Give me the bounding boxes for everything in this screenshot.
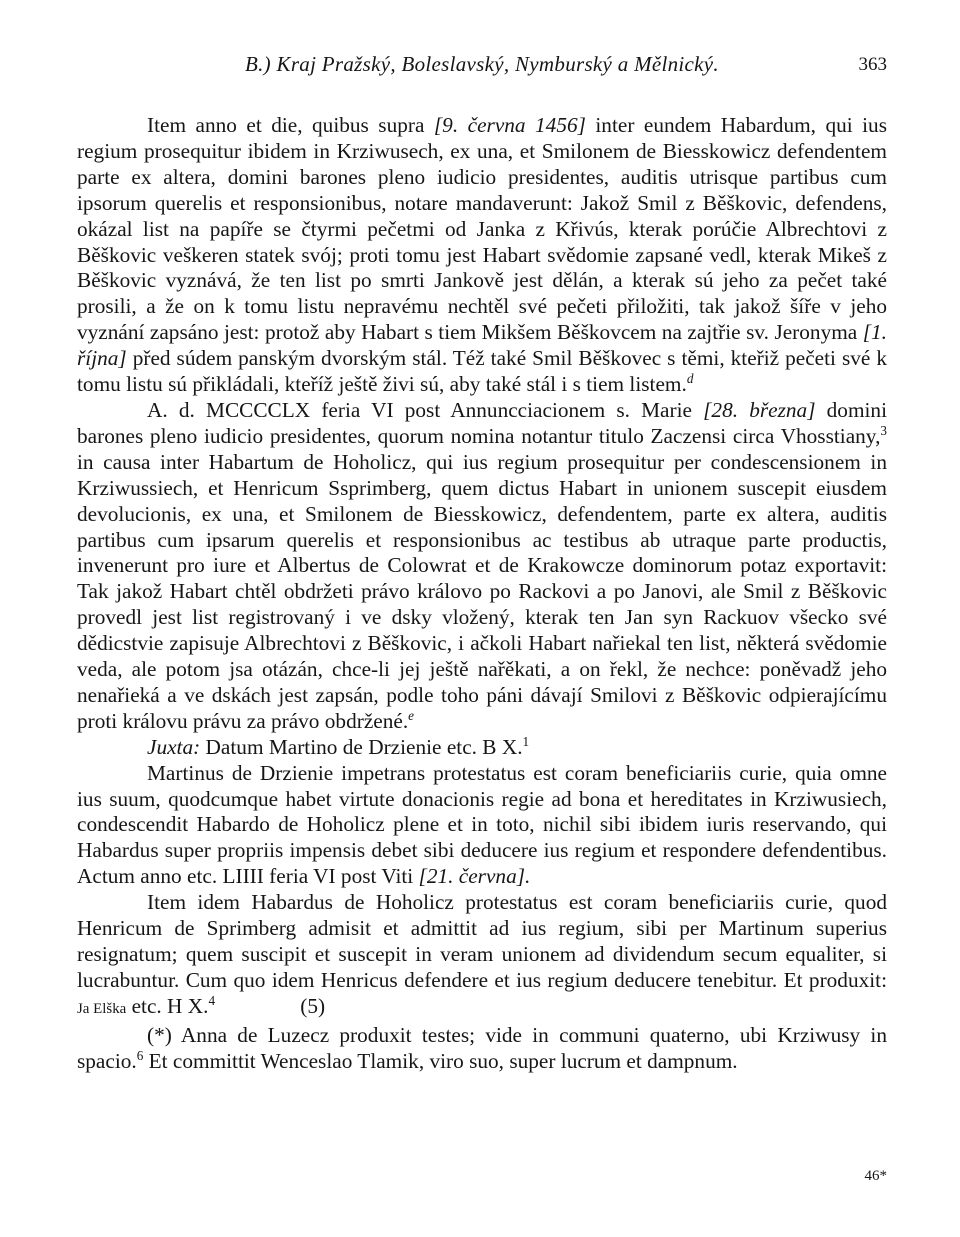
italic-run: [1. října] — [77, 320, 887, 371]
italic-run: Juxta: — [147, 734, 201, 759]
footnote-ref: 3 — [880, 422, 887, 438]
paragraph — [77, 398, 887, 735]
text-run: etc. H X. — [126, 993, 209, 1018]
italic-run: [9. června 1456] — [433, 113, 586, 137]
text-run: domini barones pleno iudicio presidentes, quorum nomina notantur titulo Zaczensi circa Vhosstiany, — [77, 397, 887, 448]
italic-run: [28. března] — [703, 397, 816, 422]
text-run: Item idem Habardus de Hoholicz protestatus est coram beneficiariis curie, quod Henricum de Sprimberg admisit et admittit ad ius regium, sibi per Martinum superius resignatum; quem suscipit et suscepit in veram unionem ad dividendum secum equaliter, si lucrabuntur. Cum quo idem Henricus defendere et ius regium deducere tenebitur. Et produxit: — [77, 890, 887, 992]
footnote-ref: e — [408, 707, 415, 723]
page-number: 363 — [858, 54, 887, 75]
running-head — [77, 52, 887, 82]
paragraph — [77, 113, 887, 398]
text-run: inter eundem Habardum, qui ius regium prosequitur ibidem in Krziwusech, ex una, et Smilonem de Biesskowicz defendentem parte ex altera, domini barones pleno iudicio presidentes, auditis utrisque partibus cum ipsorum querelis et responsionibus, notare mandaverunt: Jakož Smil z Běškovic, defendens, okázal list na papíře se čtyrmi pečetmi od Janka z Křivús, kterak porúčie Albrechtovi z Běškovic veškeren statek svój; proti tomu jest Habart svědomie zapsané vedl, kterak Mikeš z Běškovic vyznává, že ten list po smrti Jankově jest dělán, a kterak sú jeho za pečet také prosili, a že on k tomu listu nepravému nechtěl své pečeti přiložiti, tak jakož šíře v jeho vyznání zapsáno jest: protož aby Habart s tiem Mikšem Běškovcem na zajtřie sv. Jeronyma — [77, 113, 887, 345]
text-run: Et committit Wenceslao Tlamik, viro suo, super lucrum et dampnum. — [143, 1048, 738, 1073]
paragraph — [77, 761, 887, 891]
text-run: A. d. MCCCCLX feria VI post Annuncciacionem s. Marie — [147, 397, 704, 422]
text-run: (5) — [215, 993, 326, 1018]
footnote-ref: d — [686, 370, 694, 386]
body-text — [77, 113, 887, 1075]
footnote-ref: 1 — [522, 733, 530, 749]
signature-mark: 46* — [864, 1168, 887, 1184]
running-title: B.) Kraj Pražský, Boleslavský, Nymburský a Mělnický. — [245, 52, 719, 76]
paragraph-juxta — [77, 735, 887, 761]
text-run: Datum Martino de Drzienie etc. B X. — [200, 734, 523, 759]
footnote-ref: 4 — [208, 992, 216, 1008]
italic-run: [21. června]. — [418, 864, 531, 889]
text-run: Item anno et die, quibus supra — [147, 113, 434, 137]
text-run: in causa inter Habartum de Hoholicz, qui ius regium prosequitur per condescensionem in Krziwussiech, et Henricum Ssprimberg, quem dictus Habart in unionem suscepit eiusdem devolucionis, ex una, et Smilonem de Biesskowicz, defendentem, parte ex altera, auditis partibus cum ipsarum querelis et responsionibus ac testibus ab utraque parte productis, invenerunt pro iure et Albertus de Colowrat et de Krakowcze dominorum potaz exportavit: Tak jakož Habart chtěl obdržeti právo královo po Rackovi a po Janovi, ale Smil z Běškovic provedl jest list registrovaný i ve dsky vložený, kterak ten Jan syn Rackuov všecko své dědicstvie zapisuje Albrechtovi z Běškovic, i ačkoli Habart nařiekal ten list, některá svědomie veda, ale potom jsa otázán, chce-li jej ještě nařěkati, a on řekl, že nechce: poněvadž jeho nenařieká a ve dskách jest zapsán, podle toho páni dávají Smilovi z Běškovic odpierajícímu proti královu právu za právo obdržené. — [77, 449, 887, 733]
text-run: před súdem panským dvorským stál. Též také Smil Běškovec s těmi, kteřiž pečeti své k tomu listu sú přikládali, kteříž ještě živi sú, aby také stál i s tiem listem. — [77, 346, 887, 397]
text-run: Martinus de Drzienie impetrans protestatus est coram beneficiariis curie, quia omne ius suum, quodcumque habet virtute donacionis regie ad bona et hereditates in Krziwusiech, condescendit Habardo de Hoholicz plene et in toto, nichil sibi ibidem iuris reservando, qui Habardus super propriis impensis debet sibi deducere ius regium et respondere defendentibus. Actum anno etc. LIIII feria VI post Viti — [77, 760, 887, 889]
text-run: (*) Anna de Luzecz produxit testes; vide in communi quaterno, ubi Krziwusy in spacio. — [77, 1022, 887, 1073]
paragraph — [77, 1023, 887, 1075]
footnote-ref: 6 — [136, 1047, 144, 1063]
small-caps-run: Ja Elška — [77, 1000, 127, 1017]
paragraph — [77, 890, 887, 1023]
